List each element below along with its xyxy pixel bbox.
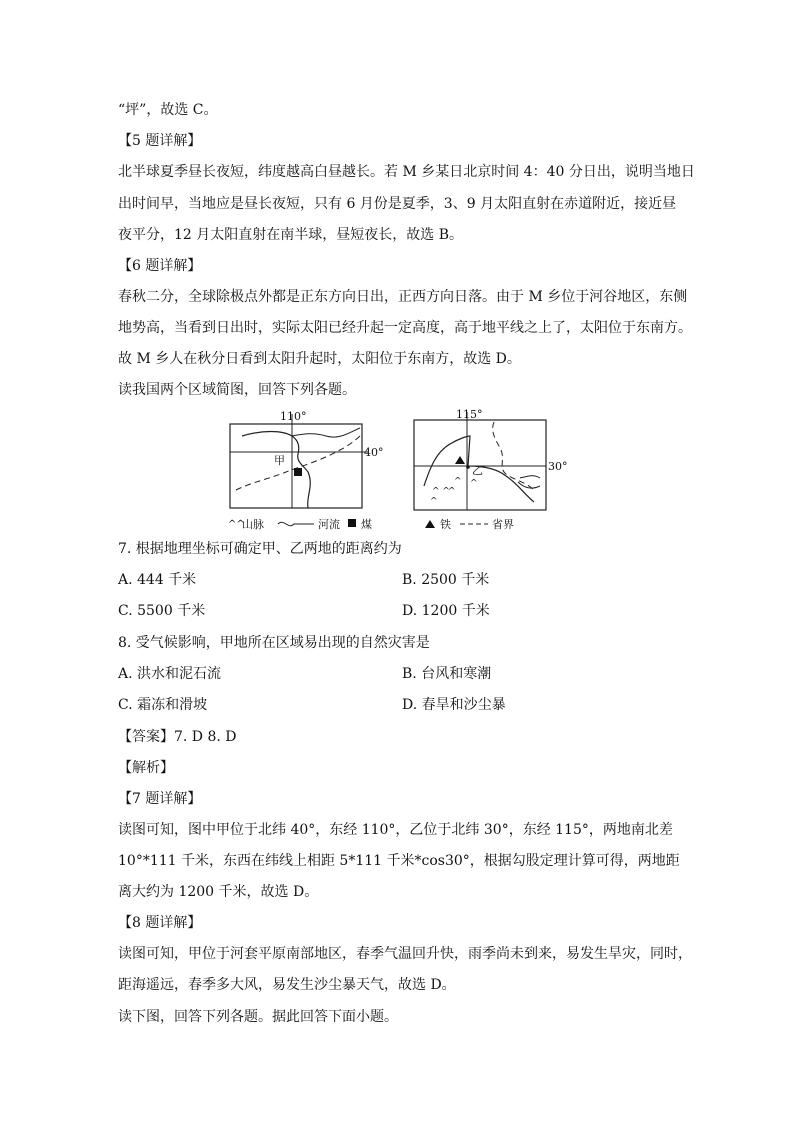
text-line: 出时间早，当地应是昼长夜短，只有 6 月份是夏季，3、9 月太阳直射在赤道附近，接近昼 — [118, 196, 677, 212]
text-line: 春秋二分，全球除极点外都是正东方向日出，正西方向日落。由于 M 乡位于河谷地区，东侧 — [118, 289, 688, 305]
q8-option-d: D. 春旱和沙尘暴 — [402, 697, 506, 713]
border-line — [493, 422, 534, 490]
text-line: 距海遥远，春季多大风，易发生沙尘暴天气，故选 D。 — [118, 977, 456, 993]
answer-line: 【答案】7. D 8. D — [118, 729, 237, 745]
q7-option-c: C. 5500 千米 — [118, 603, 206, 619]
text-line: 读下图，回答下列各题。据此回答下面小题。 — [118, 1009, 398, 1025]
q8-option-c: C. 霜冻和滑坡 — [118, 697, 208, 713]
lon-label: 110° — [280, 410, 307, 423]
section-heading: 【5 题详解】 — [118, 133, 202, 149]
text-line: 夜平分，12 月太阳直射在南半球，昼短夜长，故选 B。 — [118, 227, 464, 243]
q7-option-b: B. 2500 千米 — [402, 572, 490, 588]
text-line: “坪”，故选 C。 — [118, 102, 218, 118]
section-heading: 【7 题详解】 — [118, 791, 202, 807]
text-line: 读我国两个区域简图，回答下列各题。 — [118, 382, 356, 398]
iron-legend-icon — [425, 520, 435, 528]
point-label-yi: 乙 — [472, 464, 483, 477]
region-map-left — [222, 406, 394, 536]
q7-option-a: A. 444 千米 — [118, 572, 197, 588]
legend-iron-label: 铁 — [440, 518, 451, 531]
lat-label: 40° — [364, 446, 384, 459]
text-line: 北半球夏季昼长夜短，纬度越高白昼越长。若 M 乡某日北京时间 4：40 分日出，说明当地日 — [118, 164, 695, 180]
legend-mountain-label: 山脉 — [242, 518, 264, 531]
legend-river-label: 河流 — [318, 518, 340, 531]
text-line: 离大约为 1200 千米，故选 D。 — [118, 884, 319, 900]
section-heading: 【解析】 — [118, 760, 174, 776]
question-8: 8. 受气候影响，甲地所在区域易出现的自然灾害是 — [118, 635, 430, 651]
mountain-icon: ^ — [448, 487, 456, 497]
mountain-icon: ^ ^ — [432, 487, 450, 497]
section-heading: 【8 题详解】 — [118, 915, 202, 931]
river-legend-icon — [278, 522, 314, 525]
point-label-jia: 甲 — [274, 454, 285, 467]
mountain-icon: ^^ — [228, 519, 245, 530]
text-line: 读图可知，甲位于河套平原南部地区，春季气温回升快，雨季尚未到来，易发生旱灾，同时， — [118, 946, 692, 962]
legend-coal-label: 煤 — [361, 518, 372, 531]
mountain-icon: ^ — [470, 479, 478, 489]
legend-border-label: 省界 — [492, 518, 514, 531]
q8-option-a: A. 洪水和泥石流 — [118, 666, 222, 682]
coal-symbol — [294, 468, 302, 476]
lon-label: 115° — [456, 408, 483, 421]
lat-label: 30° — [548, 460, 568, 473]
q7-option-d: D. 1200 千米 — [402, 603, 490, 619]
question-7: 7. 根据地理坐标可确定甲、乙两地的距离约为 — [118, 541, 402, 557]
text-line: 故 M 乡人在秋分日看到太阳升起时，太阳位于东南方，故选 D。 — [118, 351, 521, 367]
mountain-icon: ^ — [454, 477, 462, 487]
text-line: 10°*111 千米，东西在纬线上相距 5*111 千米*cos30°，根据勾股定理计算可得，两地距 — [118, 853, 680, 869]
river-line — [292, 428, 360, 437]
text-line: 读图可知，图中甲位于北纬 40°，东经 110°，乙位于北纬 30°，东经 115°，两地南北差 — [118, 822, 673, 838]
text-line: 地势高，当看到日出时，实际太阳已经升起一定高度，高于地平线之上了，太阳位于东南方。 — [118, 320, 692, 336]
mountain-icon: ^ — [430, 497, 438, 507]
coal-legend-icon — [348, 519, 356, 527]
region-map-right — [410, 406, 580, 536]
iron-symbol — [455, 456, 465, 464]
section-heading: 【6 题详解】 — [118, 258, 202, 274]
q8-option-b: B. 台风和寒潮 — [402, 666, 492, 682]
